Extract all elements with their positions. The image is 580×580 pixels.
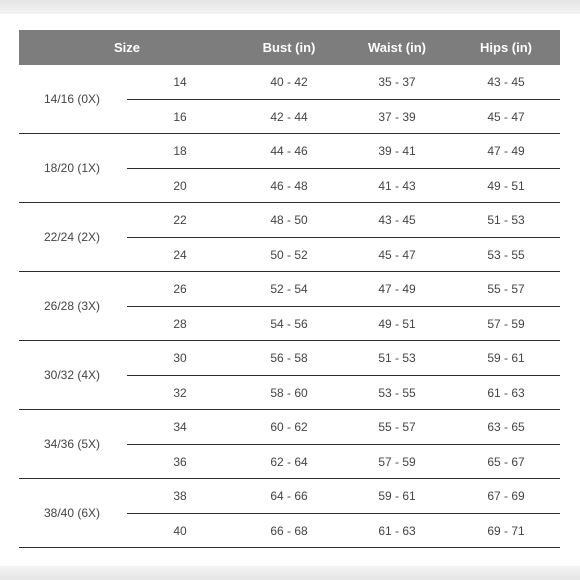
bust-cell: 66 - 68 xyxy=(270,524,308,538)
bust-cell: 44 - 46 xyxy=(270,144,308,158)
size-group xyxy=(19,203,560,272)
table-row xyxy=(127,203,560,238)
size-cell: 16 xyxy=(173,110,187,124)
top-border xyxy=(0,0,580,14)
bust-cell: 52 - 54 xyxy=(270,282,308,296)
size-cell: 14 xyxy=(173,75,187,89)
hips-cell: 43 - 45 xyxy=(487,75,525,89)
hips-cell: 51 - 53 xyxy=(487,213,525,227)
waist-cell: 61 - 63 xyxy=(378,524,416,538)
size-group xyxy=(19,272,560,341)
table-row xyxy=(127,445,560,479)
hips-cell: 69 - 71 xyxy=(487,524,525,538)
bottom-border xyxy=(0,566,580,580)
size-cell: 34 xyxy=(173,420,187,434)
hips-cell: 47 - 49 xyxy=(487,144,525,158)
table-row xyxy=(127,376,560,410)
waist-cell: 41 - 43 xyxy=(378,179,416,193)
size-group xyxy=(19,341,560,410)
table-row xyxy=(127,169,560,203)
size-range-label: 14/16 (0X) xyxy=(43,92,101,106)
hips-cell: 59 - 61 xyxy=(487,351,525,365)
waist-cell: 45 - 47 xyxy=(378,248,416,262)
size-cell: 22 xyxy=(173,213,187,227)
bust-cell: 58 - 60 xyxy=(270,386,308,400)
table-row xyxy=(127,479,560,514)
hips-cell: 49 - 51 xyxy=(487,179,525,193)
size-range-label: 30/32 (4X) xyxy=(43,368,101,382)
size-cell: 30 xyxy=(173,351,187,365)
bust-cell: 50 - 52 xyxy=(270,248,308,262)
table-header xyxy=(19,30,560,65)
waist-cell: 57 - 59 xyxy=(378,455,416,469)
size-cell: 40 xyxy=(173,524,187,538)
waist-cell: 53 - 55 xyxy=(378,386,416,400)
size-range-label: 18/20 (1X) xyxy=(43,161,101,175)
size-cell: 32 xyxy=(173,386,187,400)
waist-cell: 37 - 39 xyxy=(378,110,416,124)
hips-cell: 45 - 47 xyxy=(487,110,525,124)
bust-cell: 60 - 62 xyxy=(270,420,308,434)
bust-cell: 54 - 56 xyxy=(270,317,308,331)
header-hips: Hips (in) xyxy=(480,40,532,55)
size-chart-table xyxy=(19,65,560,548)
size-range-label: 34/36 (5X) xyxy=(43,437,101,451)
size-cell: 36 xyxy=(173,455,187,469)
hips-cell: 53 - 55 xyxy=(487,248,525,262)
hips-cell: 57 - 59 xyxy=(487,317,525,331)
bust-cell: 56 - 58 xyxy=(270,351,308,365)
bust-cell: 64 - 66 xyxy=(270,489,308,503)
size-cell: 20 xyxy=(173,179,187,193)
size-group xyxy=(19,410,560,479)
hips-cell: 55 - 57 xyxy=(487,282,525,296)
size-group xyxy=(19,479,560,548)
bust-cell: 62 - 64 xyxy=(270,455,308,469)
waist-cell: 55 - 57 xyxy=(378,420,416,434)
table-row xyxy=(127,134,560,169)
hips-cell: 63 - 65 xyxy=(487,420,525,434)
size-range-label: 26/28 (3X) xyxy=(43,299,101,313)
waist-cell: 51 - 53 xyxy=(378,351,416,365)
table-row xyxy=(127,341,560,376)
table-row xyxy=(127,272,560,307)
table-row xyxy=(127,307,560,341)
table-row xyxy=(127,65,560,100)
table-row xyxy=(127,100,560,134)
size-range-label: 38/40 (6X) xyxy=(43,506,101,520)
bust-cell: 42 - 44 xyxy=(270,110,308,124)
size-cell: 24 xyxy=(173,248,187,262)
waist-cell: 49 - 51 xyxy=(378,317,416,331)
hips-cell: 65 - 67 xyxy=(487,455,525,469)
waist-cell: 47 - 49 xyxy=(378,282,416,296)
size-group xyxy=(19,65,560,134)
size-range-label: 22/24 (2X) xyxy=(43,230,101,244)
size-cell: 28 xyxy=(173,317,187,331)
table-row xyxy=(127,238,560,272)
hips-cell: 67 - 69 xyxy=(487,489,525,503)
hips-cell: 61 - 63 xyxy=(487,386,525,400)
waist-cell: 59 - 61 xyxy=(378,489,416,503)
bust-cell: 46 - 48 xyxy=(270,179,308,193)
size-group xyxy=(19,134,560,203)
table-row xyxy=(127,514,560,548)
waist-cell: 43 - 45 xyxy=(378,213,416,227)
waist-cell: 35 - 37 xyxy=(378,75,416,89)
bust-cell: 48 - 50 xyxy=(270,213,308,227)
bust-cell: 40 - 42 xyxy=(270,75,308,89)
table-row xyxy=(127,410,560,445)
header-size: Size xyxy=(113,40,141,55)
waist-cell: 39 - 41 xyxy=(378,144,416,158)
size-cell: 38 xyxy=(173,489,187,503)
size-cell: 26 xyxy=(173,282,187,296)
size-cell: 18 xyxy=(173,144,187,158)
header-waist: Waist (in) xyxy=(367,40,427,55)
header-bust: Bust (in) xyxy=(262,40,316,55)
